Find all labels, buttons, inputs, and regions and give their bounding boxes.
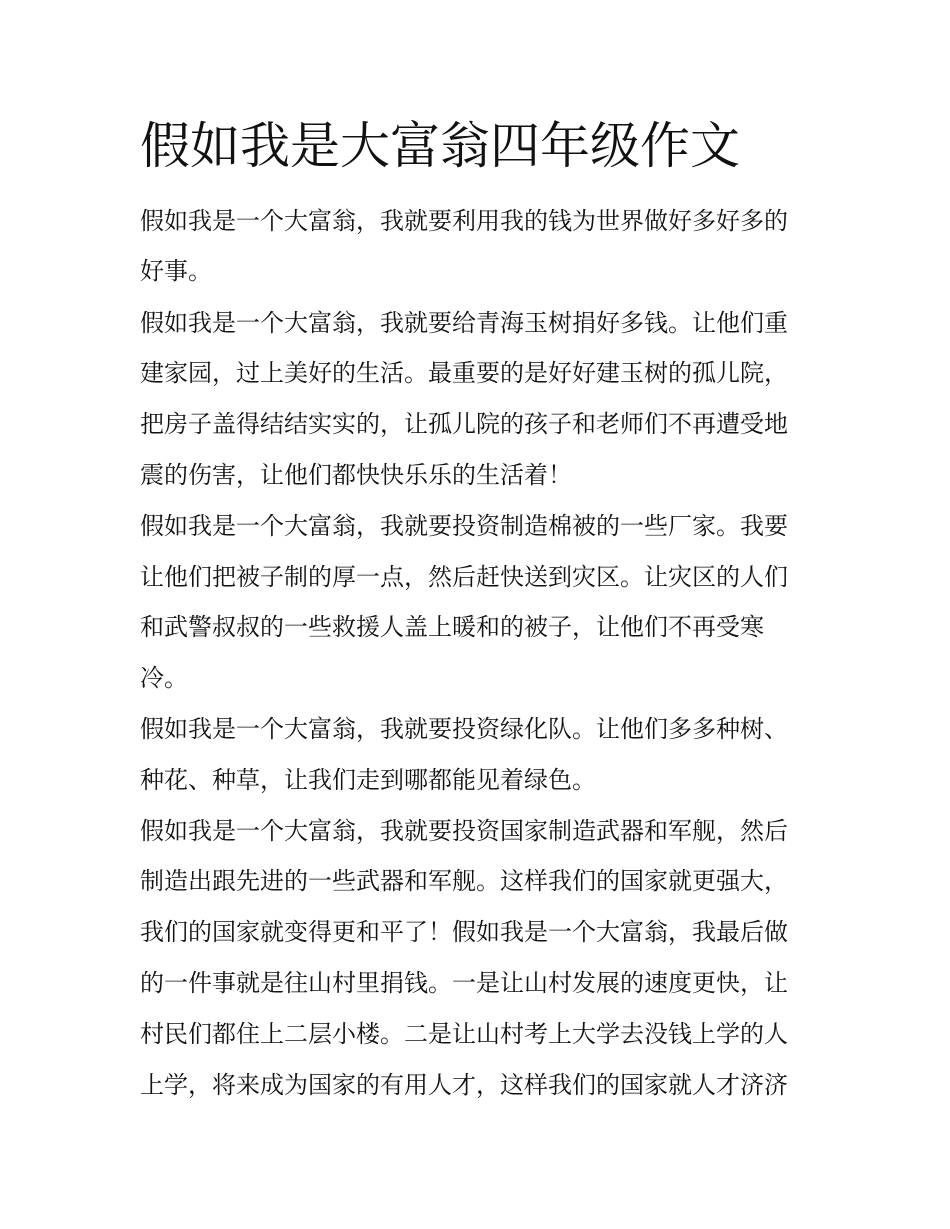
- text-line: 上学，将来成为国家的有用人才，这样我们的国家就人才济济: [140, 1071, 788, 1099]
- text-line: 假如我是一个大富翁，我就要投资绿化队。让他们多多种树、: [140, 715, 788, 743]
- text-line: 假如我是一个大富翁，我就要投资制造棉被的一些厂家。我要: [140, 512, 788, 540]
- text-line: 好事。: [140, 257, 212, 285]
- text-line: 我们的国家就变得更和平了！假如我是一个大富翁，我最后做: [140, 918, 788, 946]
- document-title: 假如我是大富翁四年级作文: [140, 117, 740, 175]
- text-line: 建家园，过上美好的生活。最重要的是好好建玉树的孤儿院，: [140, 359, 788, 387]
- text-line: 让他们把被子制的厚一点，然后赶快送到灾区。让灾区的人们: [140, 563, 788, 591]
- text-line: 假如我是一个大富翁，我就要投资国家制造武器和军舰，然后: [140, 817, 788, 845]
- text-line: 把房子盖得结结实实的，让孤儿院的孩子和老师们不再遭受地: [140, 410, 788, 438]
- text-line: 震的伤害，让他们都快快乐乐的生活着！: [140, 461, 572, 489]
- text-line: 制造出跟先进的一些武器和军舰。这样我们的国家就更强大，: [140, 867, 788, 895]
- text-line: 和武警叔叔的一些救援人盖上暖和的被子，让他们不再受寒: [140, 613, 764, 641]
- text-line: 的一件事就是往山村里捐钱。一是让山村发展的速度更快，让: [140, 969, 788, 997]
- text-line: 假如我是一个大富翁，我就要利用我的钱为世界做好多好多的: [140, 207, 788, 235]
- text-line: 冷。: [140, 664, 188, 692]
- text-line: 假如我是一个大富翁，我就要给青海玉树捐好多钱。让他们重: [140, 309, 788, 337]
- text-line: 种花、种草，让我们走到哪都能见着绿色。: [140, 766, 596, 794]
- text-line: 村民们都住上二层小楼。二是让山村考上大学去没钱上学的人: [140, 1020, 788, 1048]
